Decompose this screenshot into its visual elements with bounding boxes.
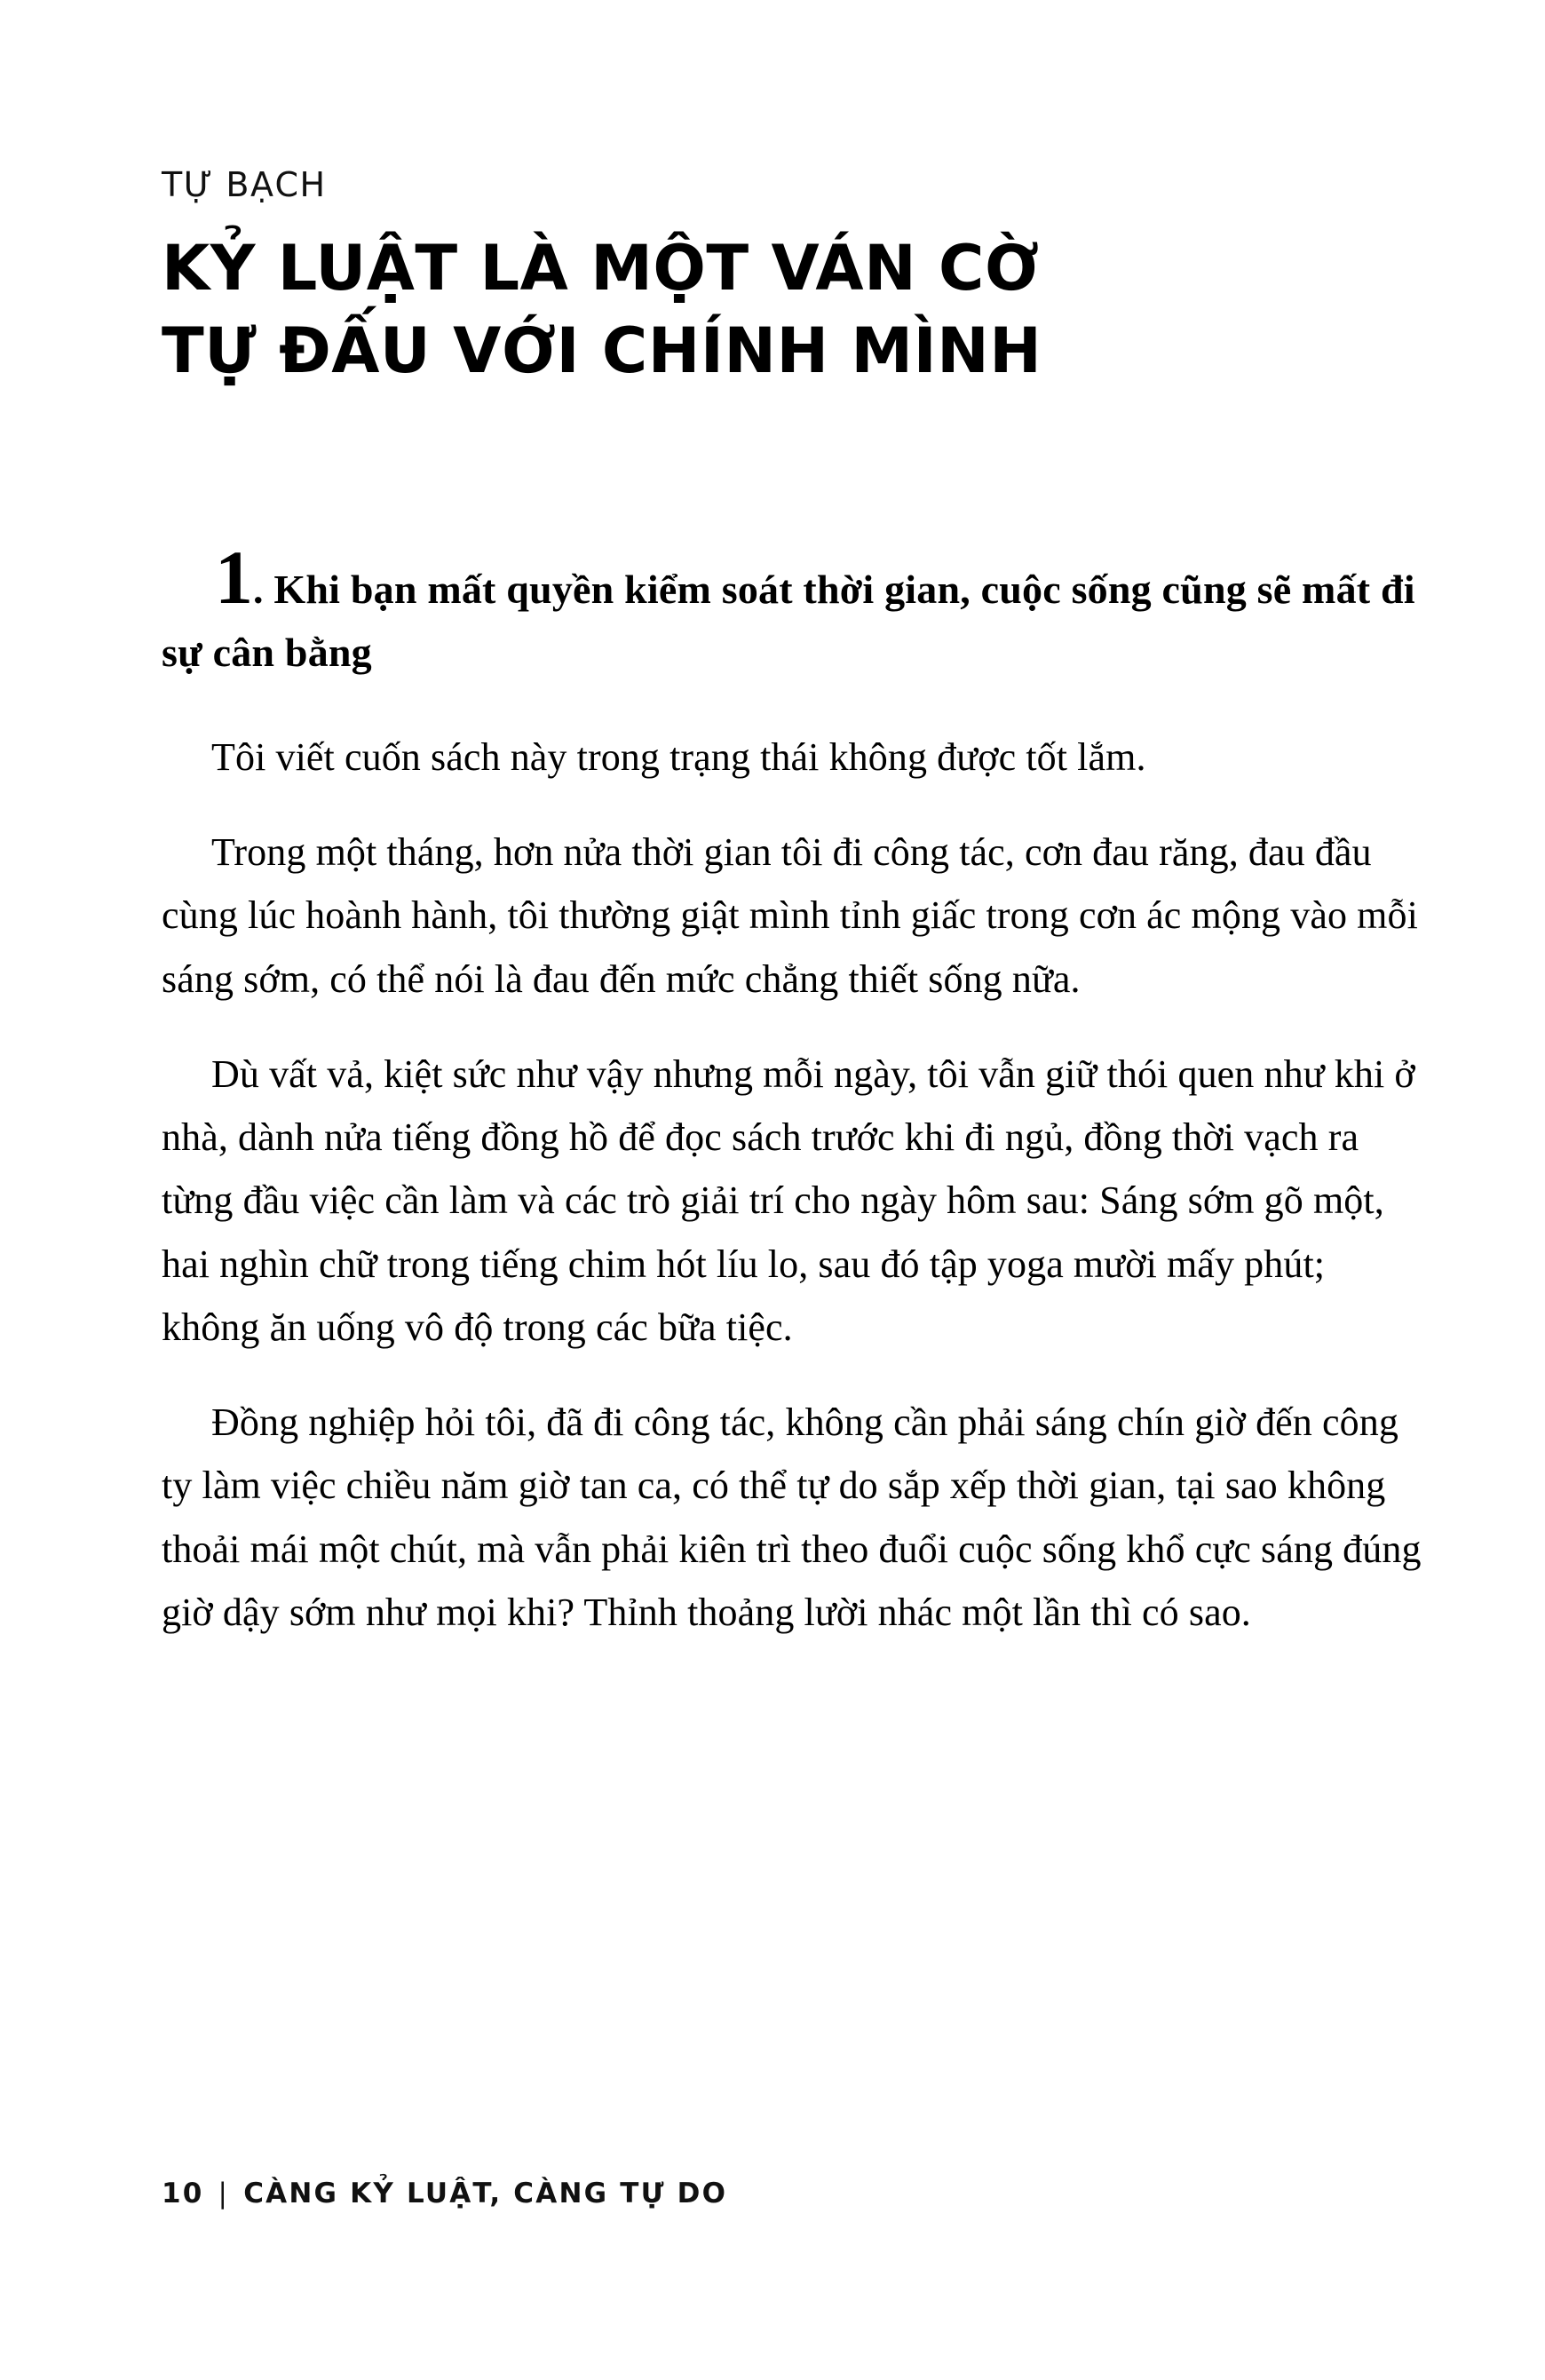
body-paragraph: Dù vất vả, kiệt sức như vậy nhưng mỗi ngày, tôi vẫn giữ thói quen như khi ở nhà, dành nửa tiếng đồng hồ để đọc sách trước khi đi ngủ, đồng thời vạch ra từng đầu việc cần làm và các trò giải trí cho ngày hôm sau: Sáng sớm gõ một, hai nghìn chữ trong tiếng chim hót líu lo, sau đó tập yoga mười mấy phút; không ăn uống vô độ trong các bữa tiệc.	[162, 1051, 1415, 1349]
section-heading-text: Khi bạn mất quyền kiểm soát thời gian, cuộc sống cũng sẽ mất đi sự cân bằng	[162, 567, 1415, 676]
section-eyebrow: TỰ BẠCH	[162, 165, 327, 204]
page-footer	[162, 2178, 727, 2209]
body-paragraph: Đồng nghiệp hỏi tôi, đã đi công tác, không cần phải sáng chín giờ đến công ty làm việc chiều năm giờ tan ca, có thể tự do sắp xếp thời gian, tại sao không thoải mái một chút, mà vẫn phải kiên trì theo đuổi cuộc sống khổ cực sáng đúng giờ dậy sớm như mọi khi? Thỉnh thoảng lười nhác một lần thì có sao.	[162, 1400, 1422, 1634]
page-title-line-2: TỰ ĐẤU VỚI CHÍNH MÌNH	[162, 314, 1042, 388]
body-paragraph: Tôi viết cuốn sách này trong trạng thái không được tốt lắm.	[211, 734, 1146, 779]
page-content	[162, 165, 1422, 1644]
section-block	[162, 535, 1422, 1644]
footer-book-title: CÀNG KỶ LUẬT, CÀNG TỰ DO	[243, 2178, 728, 2209]
footer-separator: |	[218, 2178, 230, 2209]
page-title	[162, 227, 1422, 393]
section-heading	[162, 535, 1422, 685]
body-paragraph: Trong một tháng, hơn nửa thời gian tôi đi công tác, cơn đau răng, đau đầu cùng lúc hoành hành, tôi thường giật mình tỉnh giấc trong cơn ác mộng vào mỗi sáng sớm, có thể nói là đau đến mức chẳng thiết sống nữa.	[162, 830, 1418, 1001]
section-number-dot: .	[253, 567, 264, 613]
page-title-line-1: KỶ LUẬT LÀ MỘT VÁN CỜ	[162, 232, 1040, 305]
section-number: 1	[215, 535, 253, 621]
page-number: 10	[162, 2178, 204, 2209]
